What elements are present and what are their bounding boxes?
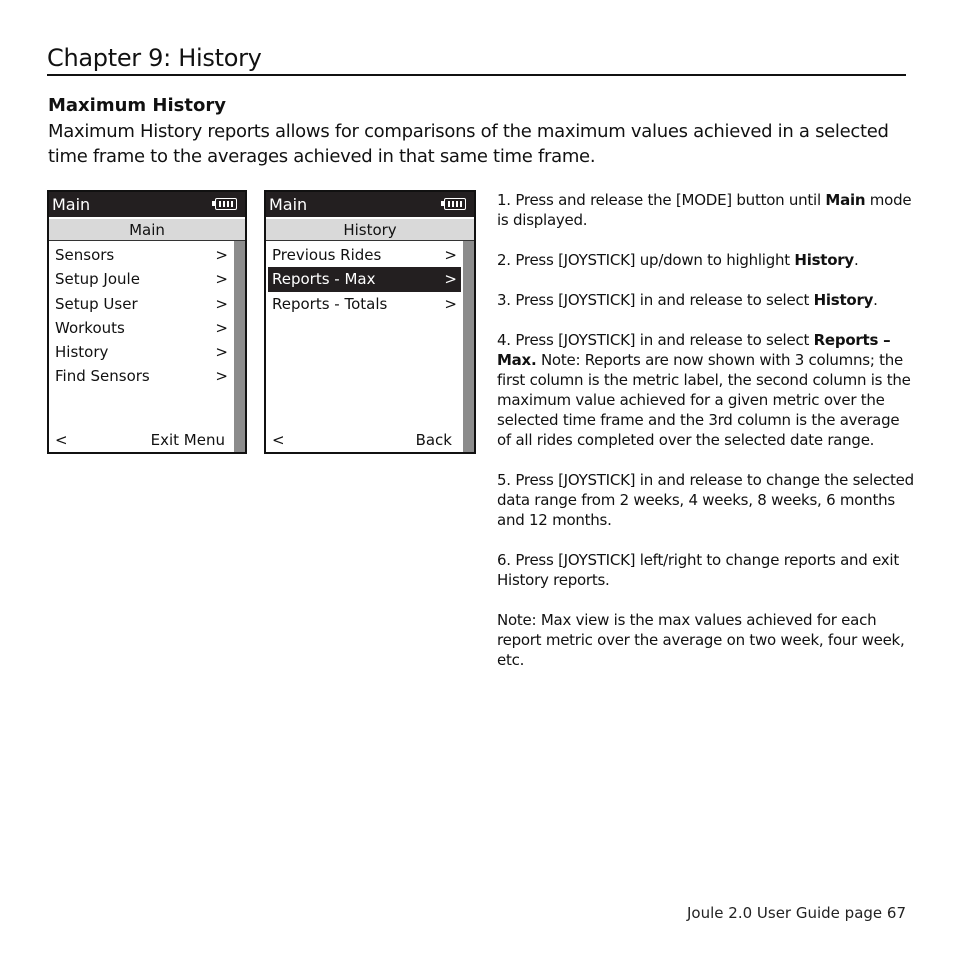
screen-title-bar [49,192,245,217]
menu-item-previous-rides[interactable] [268,243,461,267]
screen-title-bar [266,192,474,217]
step-1: 1. Press and release the [MODE] button until Main mode is displayed. [497,191,912,229]
screen-mode-label: Main [52,195,91,214]
menu-list [268,243,461,316]
back-arrow-label[interactable]: < [55,431,68,449]
chevron-right-icon: > [215,367,228,386]
menu-item-label: Reports - Totals [272,294,388,313]
menu-item-workouts[interactable] [51,316,232,340]
section-heading: Maximum History [48,95,226,116]
chevron-right-icon: > [215,294,228,313]
battery-icon [444,198,466,210]
chevron-right-icon: > [215,343,228,362]
chevron-right-icon: > [215,246,228,264]
back-label[interactable]: Back [415,431,452,449]
scrollbar[interactable] [234,241,245,452]
chevron-right-icon: > [444,246,457,264]
chevron-right-icon: > [215,318,228,337]
menu-item-label: Previous Rides [272,246,382,264]
menu-item-label: Find Sensors [55,367,150,386]
chevron-right-icon: > [444,270,457,289]
device-screen-main [47,190,247,454]
page-footer: Joule 2.0 User Guide page 67 [687,904,906,922]
step-3: 3. Press [JOYSTICK] in and release to select History. [497,291,878,309]
menu-item-label: History [55,343,109,362]
menu-item-label: Setup Joule [55,270,140,289]
menu-item-label: Setup User [55,294,138,313]
menu-item-find-sensors[interactable] [51,364,232,388]
note: Note: Max view is the max values achieved for each report metric over the average on two week, four week, etc. [497,611,905,669]
back-arrow-label[interactable]: < [272,431,285,449]
menu-item-sensors[interactable] [51,243,232,267]
chevron-right-icon: > [444,294,457,313]
menu-item-reports-totals[interactable] [268,292,461,316]
chevron-right-icon: > [215,270,228,289]
menu-item-label: Sensors [55,246,115,264]
menu-item-reports-max[interactable] [268,267,461,291]
screen-subtitle: History [266,219,474,241]
step-4: 4. Press [JOYSTICK] in and release to select Reports – Max. Note: Reports are now shown with 3 columns; the first column is the metric label, the second column is the maximum value achieved for a given metric over the selected time frame and the 3rd column is the average of all rides completed over the selected date range. [497,331,911,449]
menu-item-history[interactable] [51,340,232,364]
chapter-title: Chapter 9: History [47,43,906,76]
step-6: 6. Press [JOYSTICK] left/right to change reports and exit History reports. [497,551,899,589]
device-screen-history [264,190,476,454]
exit-menu-label[interactable]: Exit Menu [150,431,225,449]
battery-icon [215,198,237,210]
step-5: 5. Press [JOYSTICK] in and release to change the selected data range from 2 weeks, 4 weeks, 8 weeks, 6 months and 12 months. [497,471,914,529]
menu-item-setup-joule[interactable] [51,267,232,291]
screen-subtitle: Main [49,219,245,241]
screen-mode-label: Main [269,195,308,214]
menu-item-setup-user[interactable] [51,292,232,316]
menu-item-label: Reports - Max [272,270,376,289]
step-2: 2. Press [JOYSTICK] up/down to highlight History. [497,251,859,269]
intro-paragraph: Maximum History reports allows for comparisons of the maximum values achieved in a selected time frame to the averages achieved in that same time frame. [48,121,889,167]
instruction-steps [497,190,917,690]
menu-item-label: Workouts [55,318,125,337]
scrollbar[interactable] [463,241,474,452]
menu-list [51,243,232,389]
